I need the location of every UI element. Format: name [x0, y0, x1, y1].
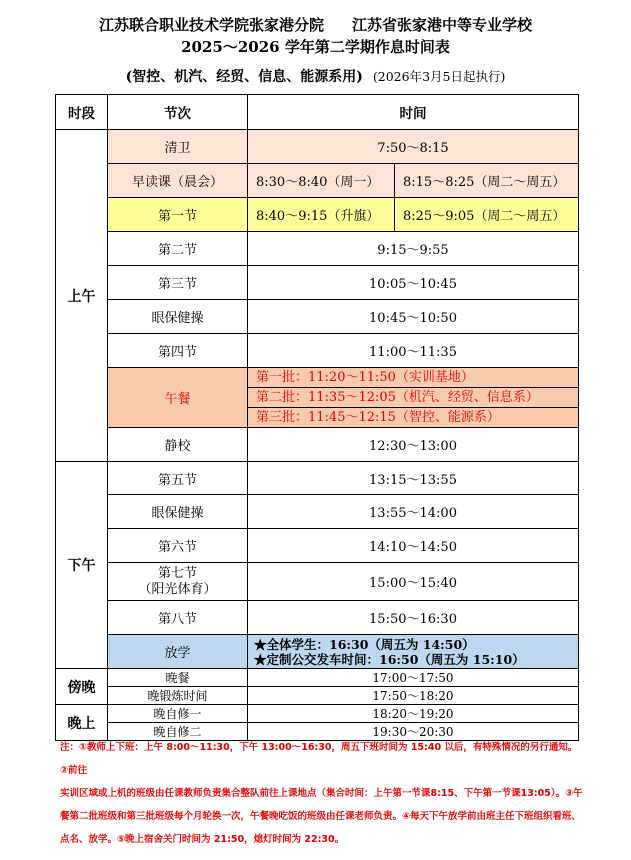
title-effective-date: (2026年3月5日起执行) — [372, 69, 506, 84]
lunch-batch-1: 第一批：11:20～11:50（实训基地） — [248, 368, 578, 388]
notes — [60, 736, 585, 851]
time-cell: 8:15～8:25（周二～周五） — [395, 164, 579, 198]
dismiss-times — [248, 635, 579, 669]
period-cell: 晚自修二 — [108, 723, 248, 741]
segment-morning: 上午 — [56, 130, 108, 462]
schedule-table — [55, 94, 579, 741]
table-row — [56, 232, 579, 266]
note-line-2: 实训区域或上机的班级由任课教师负责集合整队前往上课地点（集合时间：上午第一节课8:15、下午第一节课13:05）。③午 — [60, 788, 583, 799]
table-row — [56, 334, 579, 368]
table-row — [56, 428, 579, 462]
table-row — [56, 130, 579, 164]
segment-night: 晚上 — [56, 705, 108, 741]
time-cell: 8:30～8:40（周一） — [248, 164, 395, 198]
time-cell: 10:05～10:45 — [248, 266, 579, 300]
time-cell: 13:55～14:00 — [248, 495, 579, 529]
header-row — [56, 95, 579, 130]
lunch-batch-3: 第三批：11:45～12:15（智控、能源系） — [256, 410, 500, 425]
time-cell: 15:50～16:30 — [248, 601, 579, 635]
title-line-1 — [0, 14, 631, 35]
table-row — [56, 495, 579, 529]
time-cell: 10:45～10:50 — [248, 300, 579, 334]
table-row — [56, 705, 579, 723]
note-line-3: 餐第二批班级和第三批班级每个月轮换一次，午餐晚吃饭的班级由任课老师负责。④每天下午放学前由班主任下班组织看班、 — [60, 811, 582, 822]
lunch-batch-2: 第二批：11:35～12:05（机汽、经贸、信息系） — [248, 388, 578, 408]
time-cell: 19:30～20:30 — [248, 723, 579, 741]
dismiss-students: ★全体学生：16:30（周五为 14:50） — [254, 636, 475, 652]
time-cell: 15:00～15:40 — [248, 563, 579, 601]
title-departments: (智控、机汽、经贸、信息、能源系用) — [125, 69, 363, 85]
period-cell-lunch: 午餐 — [108, 368, 248, 428]
note-line-4: 点名、放学。⑤晚上宿舍关门时间为 21:50，熄灯时间为 22:30。 — [60, 834, 345, 845]
time-cell: 17:50～18:20 — [248, 687, 579, 705]
table-row — [56, 462, 579, 495]
table-row — [56, 563, 579, 601]
time-cell: 8:40～9:15（升旗） — [248, 198, 395, 232]
note-line-1: 注：①教师上下班：上午 8:00～11:30，下午 13:00～16:30，周五下班时间为 15:40 以后，有特殊情况的另行通知。②前往 — [60, 742, 578, 776]
table-row — [56, 164, 579, 198]
table-row — [56, 687, 579, 705]
period-cell: 晚自修一 — [108, 705, 248, 723]
period-cell: 清卫 — [108, 130, 248, 164]
time-cell: 11:00～11:35 — [248, 334, 579, 368]
table-row — [56, 266, 579, 300]
lunch-batches — [248, 368, 579, 428]
header-time: 时间 — [248, 95, 579, 130]
segment-afternoon: 下午 — [56, 462, 108, 669]
period-cell: 眼保健操 — [108, 300, 248, 334]
period-cell: 第六节 — [108, 529, 248, 563]
table-row-lunch — [56, 368, 579, 428]
time-cell: 18:20～19:20 — [248, 705, 579, 723]
time-cell: 13:15～13:55 — [248, 462, 579, 495]
time-cell: 14:10～14:50 — [248, 529, 579, 563]
period-cell: 晚锻炼时间 — [108, 687, 248, 705]
time-cell: 17:00～17:50 — [248, 669, 579, 687]
dismiss-bus: ★定制公交发车时间：16:50（周五为 15:10） — [254, 651, 525, 667]
title-line-2: 2025～2026 学年第二学期作息时间表 — [181, 38, 450, 56]
period-cell: 第三节 — [108, 266, 248, 300]
period-7-sub-label: （阳光体育） — [138, 581, 217, 597]
title-school: 江苏省张家港中等专业学校 — [352, 16, 533, 34]
title-college: 江苏联合职业技术学院张家港分院 — [98, 16, 324, 34]
period-cell: 第五节 — [108, 462, 248, 495]
title-line-3 — [0, 66, 631, 86]
table-row — [56, 198, 579, 232]
period-cell: 晚餐 — [108, 669, 248, 687]
header-segment: 时段 — [56, 95, 108, 130]
period-cell — [108, 563, 248, 601]
table-row — [56, 601, 579, 635]
segment-evening: 傍晚 — [56, 669, 108, 705]
period-cell: 早读课（晨会） — [108, 164, 248, 198]
period-cell: 第八节 — [108, 601, 248, 635]
period-cell: 第二节 — [108, 232, 248, 266]
table-row-dismiss — [56, 635, 579, 669]
period-7-label: 第七节 — [157, 565, 197, 581]
time-cell: 12:30～13:00 — [248, 428, 579, 462]
period-cell: 第四节 — [108, 334, 248, 368]
table-row — [56, 529, 579, 563]
time-cell: 9:15～9:55 — [248, 232, 579, 266]
period-cell: 第一节 — [108, 198, 248, 232]
table-row — [56, 300, 579, 334]
time-cell: 8:25～9:05（周二～周五） — [395, 198, 579, 232]
period-cell-dismiss: 放学 — [108, 635, 248, 669]
header-period: 节次 — [108, 95, 248, 130]
period-cell: 静校 — [108, 428, 248, 462]
period-cell: 眼保健操 — [108, 495, 248, 529]
table-row — [56, 669, 579, 687]
time-cell: 7:50～8:15 — [248, 130, 579, 164]
